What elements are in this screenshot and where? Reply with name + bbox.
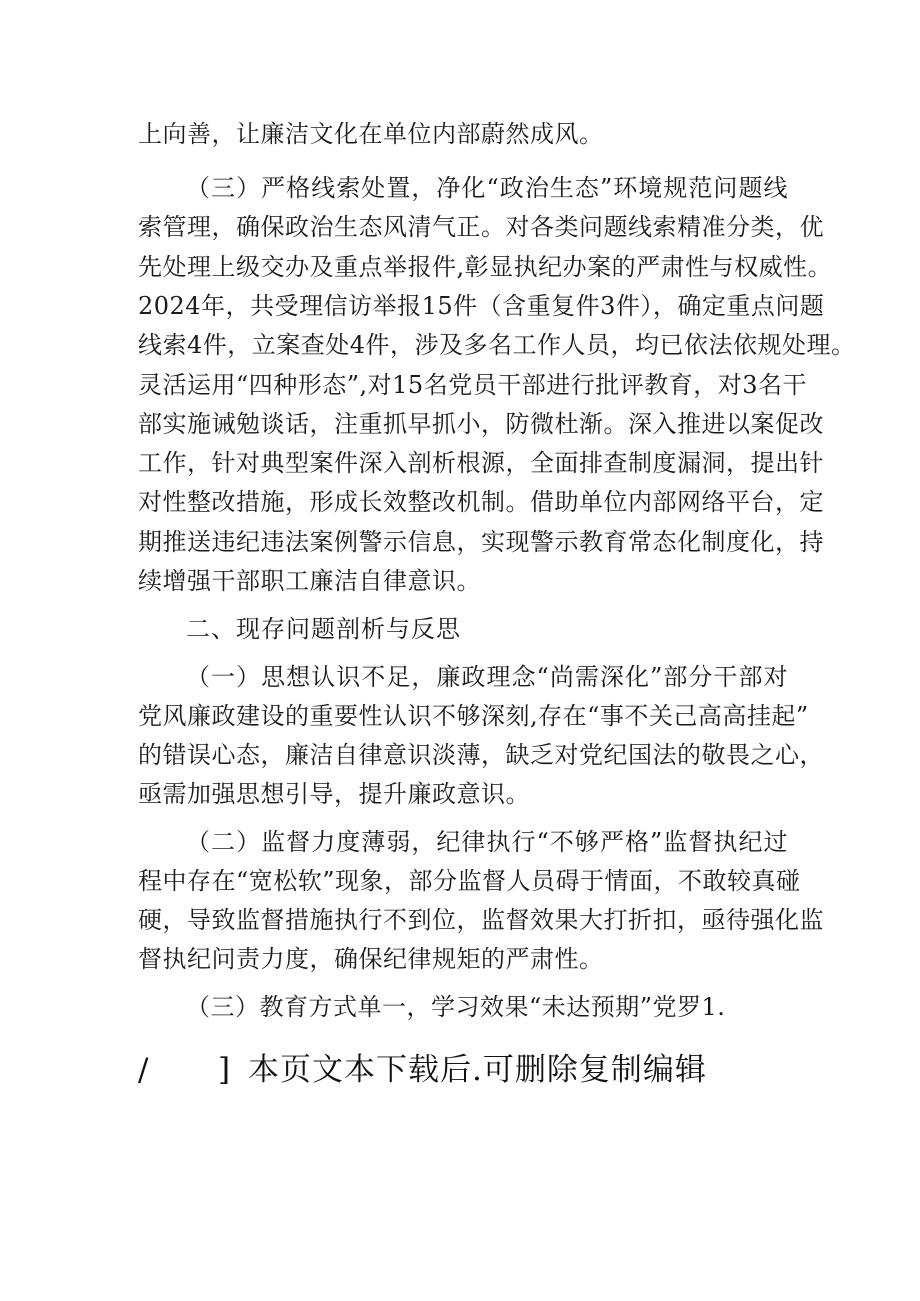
paragraph-line: （一）思想认识不足，廉政理念“尚需深化”部分干部对 <box>186 663 788 691</box>
paragraph-line: 督执纪问责力度，确保纪律规矩的严肃性。 <box>138 945 604 973</box>
paragraph-line: 亟需加强思想引导，提升廉政意识。 <box>138 780 530 808</box>
bracket-mark: ] <box>218 1052 232 1088</box>
paragraph-line: （二）监督力度薄弱，纪律执行“不够严格”监督执纪过 <box>186 828 788 856</box>
paragraph-line: 程中存在“宽松软”现象，部分监督人员碍于情面，不敢较真碰 <box>138 867 801 895</box>
paragraph-line: 灵活运用“四种形态”,对15名党员干部进行批评教育，对3名干 <box>138 371 807 399</box>
paragraph-line: （三）教育方式单一，学习效果“未达预期”党罗1. <box>186 993 726 1021</box>
paragraph-line: 党风廉政建设的重要性认识不够深刻,存在“事不关己高高挂起” <box>138 702 809 730</box>
paragraph-line: 对性整改措施，形成长效整改机制。借助单位内部网络平台，定 <box>138 488 824 516</box>
download-note-text: 本页文本下载后.可删除复制编辑 <box>248 1052 707 1088</box>
paragraph-line: 索管理，确保政治生态风清气正。对各类问题线索精准分类，优 <box>138 213 824 241</box>
paragraph-line: 先处理上级交办及重点举报件,彰显执纪办案的严肃性与权威性。 <box>138 253 833 281</box>
paragraph-line: 2024年，共受理信访举报15件（含重复件3件），确定重点问题 <box>138 292 825 320</box>
paragraph-line: 的错误心态，廉洁自律意识淡薄，缺乏对党纪国法的敬畏之心， <box>138 741 824 769</box>
paragraph-line: 上向善，让廉洁文化在单位内部蔚然成风。 <box>138 120 604 148</box>
paragraph-line: 续增强干部职工廉洁自律意识。 <box>138 567 481 595</box>
paragraph-line: （三）严格线索处置，净化“政治生态”环境规范问题线 <box>186 174 788 202</box>
download-note <box>138 1050 707 1090</box>
paragraph-line: 期推送违纪违法案例警示信息，实现警示教育常态化制度化，持 <box>138 528 824 556</box>
paragraph-line: 部实施诫勉谈话，注重抓早抓小，防微杜渐。深入推进以案促改 <box>138 410 824 438</box>
paragraph-line: 硬，导致监督措施执行不到位，监督效果大打折扣，亟待强化监 <box>138 906 824 934</box>
slash-mark: / <box>138 1052 150 1088</box>
paragraph-line: 线索4件，立案查处4件，涉及多名工作人员，均已依法依规处理。 <box>138 331 856 359</box>
paragraph-line: 工作，针对典型案件深入剖析根源，全面排查制度漏洞，提出针 <box>138 449 824 477</box>
section-heading: 二、现存问题剖析与反思 <box>186 615 461 643</box>
